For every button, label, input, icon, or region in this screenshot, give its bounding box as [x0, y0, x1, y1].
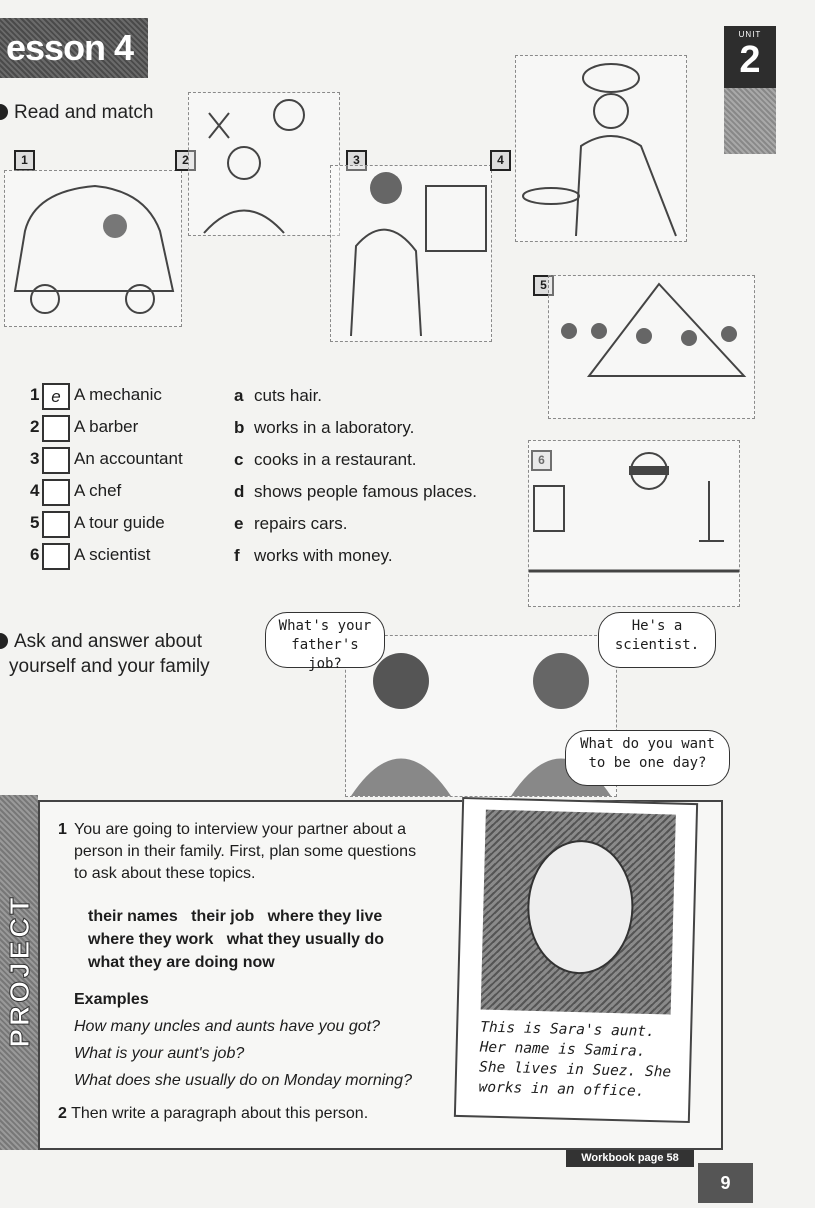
picture-number-4: 4 [490, 150, 511, 171]
aunt-photo [481, 810, 676, 1015]
list-item: f works with money. [234, 546, 393, 565]
picture-number-3: 3 [346, 150, 367, 171]
list-item: e repairs cars. [234, 514, 348, 533]
computer-icon [331, 166, 491, 341]
answer-box-4[interactable] [42, 479, 70, 506]
chef-illustration [515, 55, 687, 242]
picture-number-2: 2 [175, 150, 196, 171]
examples-heading: Examples [74, 991, 149, 1008]
page-number: 9 [698, 1163, 753, 1203]
woman-face-icon [526, 839, 635, 976]
picture-number-1: 1 [14, 150, 35, 171]
list-item: a cuts hair. [234, 386, 323, 405]
photo-caption: This is Sara's aunt. Her name is Samira. She lives in Suez. She works in an office. [478, 1019, 672, 1100]
list-item: d shows people famous places. [234, 482, 478, 501]
chef-icon [516, 56, 686, 241]
section-ask-and-answer-title: Ask and answer about yourself and your family [0, 629, 210, 679]
answer-box-1[interactable]: e [42, 383, 70, 410]
answer-box-6[interactable] [42, 543, 70, 570]
list-item: 4 A chef [30, 481, 230, 509]
example-question: What does she usually do on Monday morning? [74, 1072, 412, 1089]
list-item: 5 A tour guide [30, 513, 230, 541]
barber-icon [189, 93, 339, 235]
list-item: 3 An accountant [30, 449, 230, 477]
barber-illustration [188, 92, 340, 236]
tour-guide-illustration [548, 275, 755, 419]
aunt-photo-card [454, 797, 698, 1123]
section-read-and-match-title [0, 102, 153, 124]
list-item: 6 A scientist [30, 545, 230, 573]
speech-bubble-future-question: What do you want to be one day? [565, 730, 730, 786]
list-item: 2 A barber [30, 417, 230, 445]
answer-box-2[interactable] [42, 415, 70, 442]
section-title-text: Read and match [14, 102, 154, 123]
unit-badge [724, 26, 776, 154]
unit-label: UNIT [738, 30, 762, 39]
lesson-title: esson 4 [0, 18, 148, 78]
project-topics: their names their job where they live where they work what they usually do what they are doing now [88, 908, 385, 971]
list-item: b works in a laboratory. [234, 418, 415, 437]
workbook-reference: Workbook page 58 [566, 1150, 694, 1167]
example-question: What is your aunt's job? [74, 1045, 245, 1062]
unit-number: 2 [739, 39, 761, 81]
car-icon [5, 171, 181, 326]
answer-box-5[interactable] [42, 511, 70, 538]
answer-box-3[interactable] [42, 447, 70, 474]
project-tab: PROJECT [0, 795, 38, 1150]
project-step-1: 1 You are going to interview your partner about a person in their family. First, plan some questions to ask about these topics. [58, 821, 417, 882]
laboratory-icon [529, 441, 739, 606]
section-bullet-icon [0, 104, 8, 120]
scientist-illustration [528, 440, 740, 607]
speech-bubble-answer: He's a scientist. [598, 612, 716, 668]
accountant-illustration [330, 165, 492, 342]
pyramid-icon [549, 276, 754, 418]
speech-bubble-question: What's your father's job? [265, 612, 385, 668]
list-item: c cooks in a restaurant. [234, 450, 417, 469]
list-item: 1 e A mechanic [30, 385, 230, 413]
section-bullet-icon [0, 633, 8, 649]
mechanic-illustration [4, 170, 182, 327]
project-step-2: 2 Then write a paragraph about this person. [58, 1105, 369, 1122]
picture-number-5: 5 [533, 275, 554, 296]
example-question: How many uncles and aunts have you got? [74, 1018, 380, 1035]
picture-number-6: 6 [531, 450, 552, 471]
